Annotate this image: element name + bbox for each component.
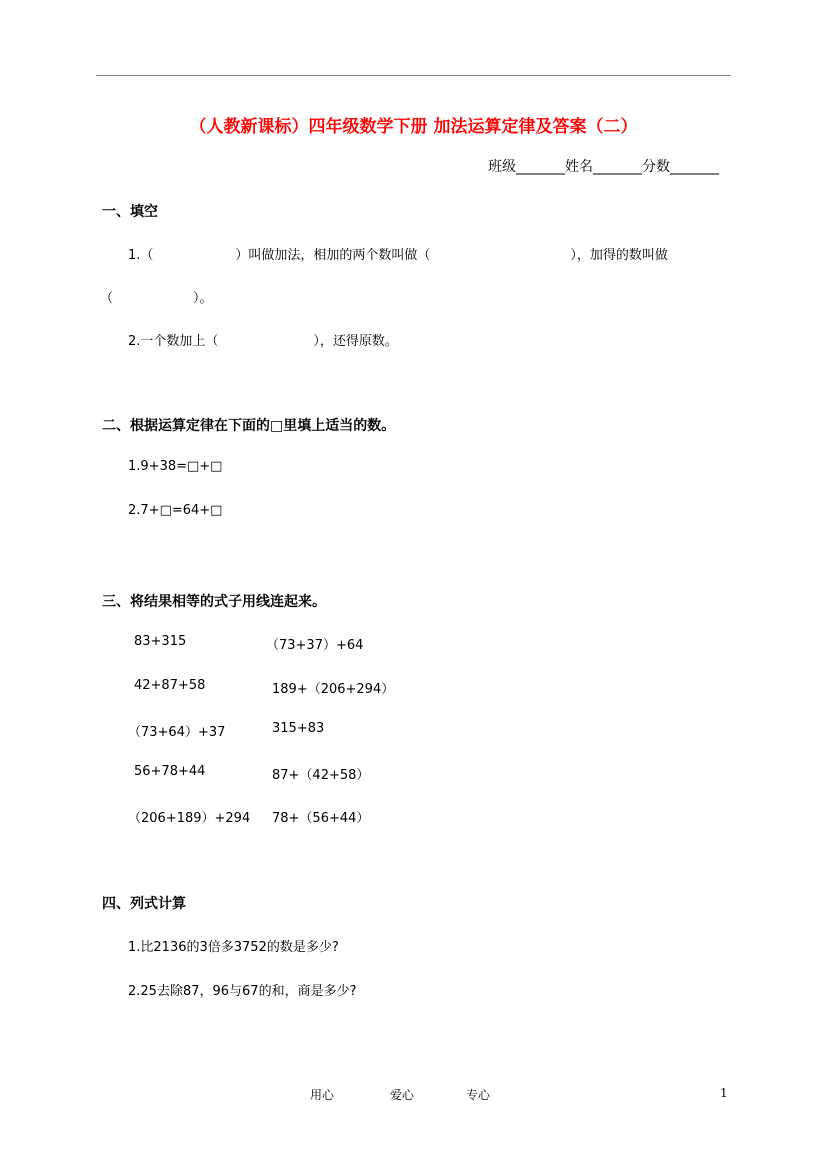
right-expression: 78+（56+44） — [272, 811, 370, 826]
section2-heading: 二、根据运算定律在下面的□里填上适当的数。 — [102, 418, 396, 434]
page-number: 1 — [720, 1086, 728, 1100]
q1-part-c: ），加得的数叫做 — [570, 248, 668, 263]
right-expression: （73+37）+64 — [266, 638, 364, 653]
section2-q1: 1.9+38=□+□ — [128, 459, 223, 474]
section4-heading: 四、列式计算 — [102, 896, 186, 912]
footer-text: 爱心 — [390, 1088, 415, 1102]
right-expression: 189+（206+294） — [272, 682, 395, 697]
q1-part-a: 1.（ — [128, 248, 154, 263]
left-expression: 56+78+44 — [134, 764, 206, 779]
class-field: 班级_______ — [488, 159, 565, 175]
q1-part-e: ）。 — [193, 291, 213, 306]
section1-q1-line1 — [128, 244, 668, 263]
section4-q2: 2.25去除87，96与67的和，商是多少? — [128, 984, 357, 999]
right-expression: 87+（42+58） — [272, 768, 370, 783]
section1-q2 — [128, 330, 398, 349]
name-field: 姓名_______ — [565, 159, 642, 175]
footer-text: 用心 — [310, 1088, 335, 1102]
student-info — [488, 156, 719, 176]
section1-q1-line2 — [100, 287, 213, 306]
q1-part-d: （ — [100, 291, 114, 306]
section4-q1: 1.比2136的3倍多3752的数是多少? — [128, 940, 339, 955]
document-title: （人教新课标）四年级数学下册 加法运算定律及答案（二） — [189, 117, 638, 137]
q2-part-a: 2.一个数加上（ — [128, 334, 219, 349]
left-expression: 42+87+58 — [134, 678, 206, 693]
right-expression: 315+83 — [272, 721, 325, 736]
left-expression: （206+189）+294 — [128, 811, 251, 826]
q2-part-b: ），还得原数。 — [313, 334, 398, 349]
left-expression: （73+64）+37 — [128, 725, 226, 740]
score-field: 分数_______ — [642, 159, 719, 175]
header-rule — [96, 75, 731, 76]
section2-q2: 2.7+□=64+□ — [128, 503, 223, 518]
section3-heading: 三、将结果相等的式子用线连起来。 — [102, 594, 326, 610]
footer-text: 专心 — [466, 1088, 491, 1102]
left-expression: 83+315 — [134, 634, 187, 649]
section1-heading: 一、填空 — [102, 204, 158, 220]
q1-part-b: ）叫做加法，相加的两个数叫做（ — [235, 248, 431, 263]
